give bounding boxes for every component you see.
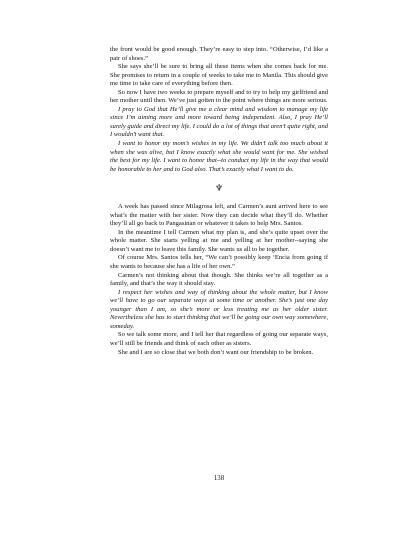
text-section-after-break (110, 203, 328, 357)
paragraph: She says she’ll be sure to bring all these items when she comes back for me. She promises to return in a couple of weeks to take me to Manila. This should give me time to take care of everything before then. (110, 63, 328, 88)
paragraph: Carmen’s not thinking about that though. She thinks we’re all together as a family, and that’s the way it should stay. (110, 271, 328, 288)
paragraph: So now I have two weeks to prepare myself and to try to help my girlfriend and her mother until then. We’ve just gotten to the point where things are more serious. (110, 88, 328, 105)
paragraph: I pray to God that He’ll give me a clear mind and wisdom to manage my life since I’m aiming more and more toward being independent. Also, I pray He’ll surely guide and direct my life. I could do a lot of things that aren’t quite right, and I wouldn’t want that. (110, 105, 328, 139)
body-text (110, 46, 328, 357)
paragraph: In the meantime I tell Carmen what my plan is, and she’s quite upset over the whole matter. She starts yelling at me and yelling at her mother--saying she doesn’t want me to leave this family. She wants us all to be together. (110, 228, 328, 253)
paragraph: I respect her wishes and way of thinking about the whole matter, but I know we’ll have to go our separate ways at some time or another. She’s just one day younger than I am, so she’s more or less treating me as her older sister. Nevertheless she has to start thinking that we’ll be going our own way somewhere, someday. (110, 288, 328, 330)
paragraph: She and I are so close that we both don’t want our friendship to be broken. (118, 348, 314, 356)
text-section-before-break (110, 46, 328, 174)
page-number: 138 (213, 475, 225, 482)
paragraph: So we talk some more, and I tell her that regardless of going our separate ways, we’ll still be friends and think of each other as sisters. (110, 331, 328, 347)
paragraph: A week has passed since Milagrosa left, and Carmen’s aunt arrived here to see what’s the matter with her sister. Now they can decide what they’ll do. Whether they’ll all go back to Pangasinan or whatever it takes to help Mrs. Santos. (110, 203, 328, 228)
paragraph: the front would be good enough. They’re easy to step into. “Otherwise, I’d like a pair of shoes.” (110, 46, 328, 62)
paragraph: I want to honor my mom’s wishes in my life. We didn’t talk too much about it when she was alive, but I know exactly what she would want for me. She wished the best for my life. I want to honor that--to conduct my life in the way that would be honorable to her and to God also. That’s exactly what I want to do. (110, 140, 328, 173)
section-break-ornament: ♆ (214, 183, 224, 194)
paragraph: Of course Mrs. Santos tells her, “We can’t possibly keep ‘Encia from going if she wants to because she has a life of her own.” (110, 254, 328, 271)
